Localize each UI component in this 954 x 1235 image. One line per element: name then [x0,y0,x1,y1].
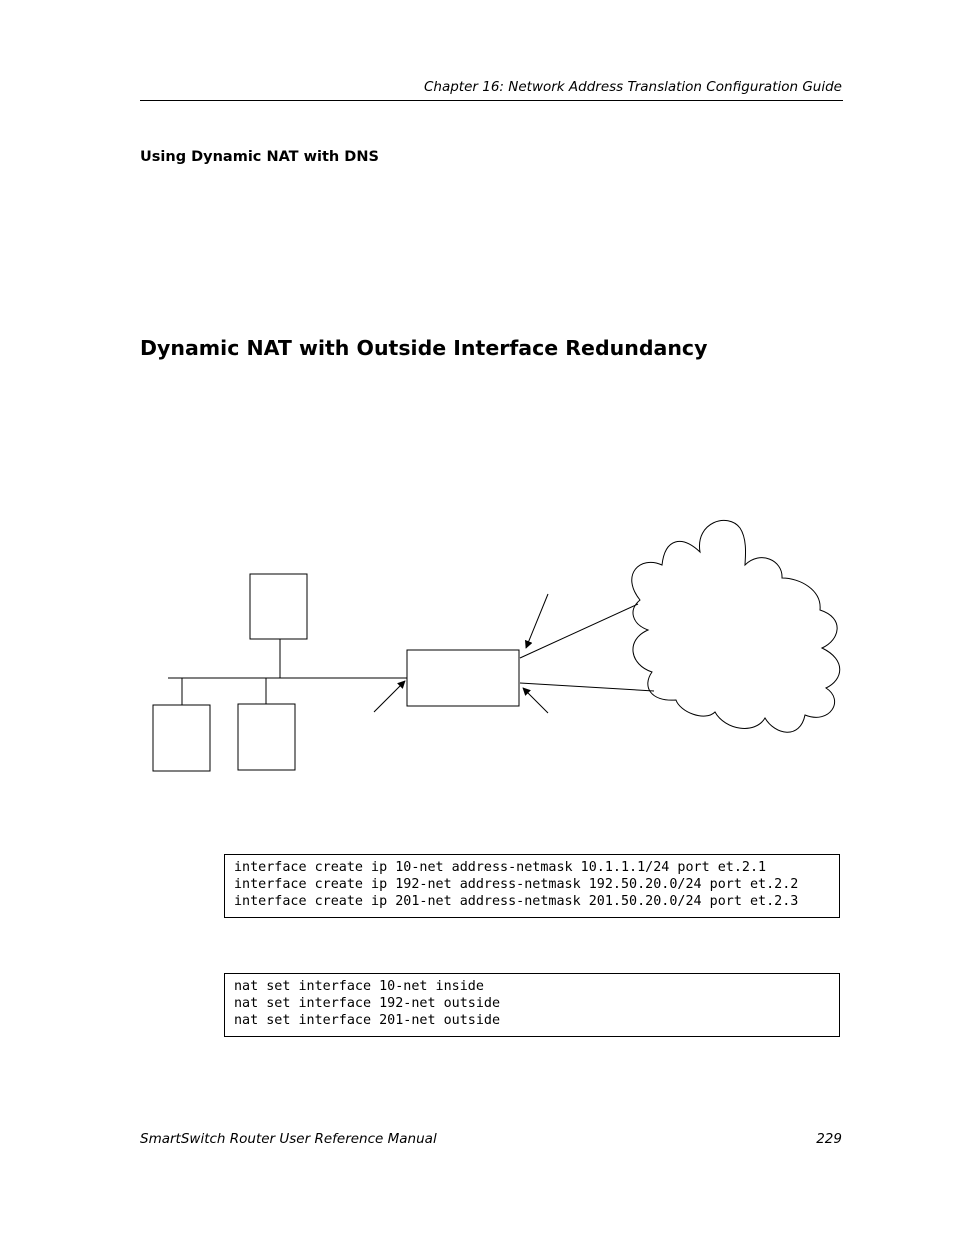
code-block-interfaces [224,854,840,918]
host-bottom-left [153,705,210,771]
code-line: interface create ip 10-net address-netmask 10.1.1.1/24 port et.2.1 [234,860,767,875]
router [407,650,519,706]
code-line: nat set interface 192-net outside [234,996,501,1011]
code-line: interface create ip 192-net address-netmask 192.50.20.0/24 port et.2.2 [234,877,799,892]
footer-page-number: 229 [816,1131,842,1147]
code-line: nat set interface 10-net inside [234,979,484,994]
router-uplink-1 [520,604,638,658]
footer-manual-title: SmartSwitch Router User Reference Manual [140,1131,437,1147]
host-bottom-middle [238,704,295,770]
internet-cloud [632,520,840,732]
host-top [250,574,307,639]
code-line: interface create ip 201-net address-netmask 201.50.20.0/24 port et.2.3 [234,894,799,909]
arrow-outside-interface-1 [526,594,548,648]
code-block-nat [224,973,840,1037]
running-header: Chapter 16: Network Address Translation Configuration Guide [423,79,842,95]
code-line: nat set interface 201-net outside [234,1013,501,1028]
arrow-outside-interface-2 [523,688,548,713]
arrow-inside-interface [374,681,405,712]
subsection-heading: Using Dynamic NAT with DNS [140,149,379,165]
router-uplink-2 [520,683,654,691]
section-heading: Dynamic NAT with Outside Interface Redundancy [140,336,708,360]
